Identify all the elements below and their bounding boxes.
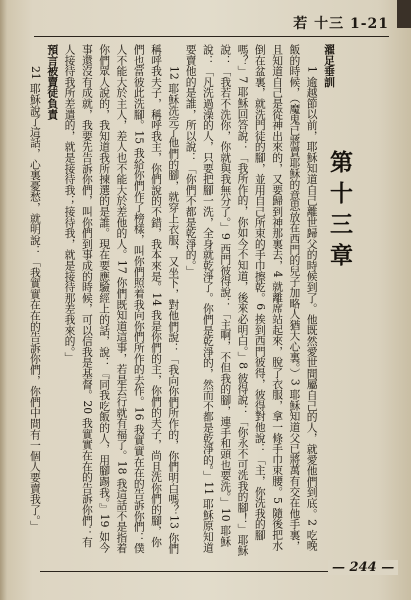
header-rule [34,36,389,37]
section-title-foot-washing: 濯足垂訓 [323,44,336,88]
running-header: 若 十三 1-21 [293,16,389,32]
section-text-foot-washing: 1 逾越節以前，耶穌知道自己離世歸父的時候到了。他既然愛世間屬自己的人，就愛他們到底。2 吃晚飯的時候，（魔鬼已將賣耶穌的意思放在西門的兒子加略人猶大心裏。）3 耶穌知道父已將萬有交在他手裏，且知道自己是從神出來的，又要歸到神那裏去，4 就離席站起來，脫了衣服，拿一條手巾束腰。5 隨後把水倒在盆裏，就洗門徒的腳，並用自己所束的手巾擦乾。6 挨到西門彼得，彼得對他說：「主，你洗我的腳嗎？」7 耶穌回答說：「我所作的，你如今不知道，後來必明白。」8 彼得說：「你永不可洗我的腳！」耶穌說：「我若不洗你，你就與我無分了。」9 西門彼得說：「主啊，不但我的腳，連手和頭也要洗。」10 耶穌說：「凡洗過澡的人，只要把腳一洗，全身就乾淨了。你們是乾淨的，然而不都是乾淨的。」11 耶穌原知道要賣他的是誰，所以說：「你們不都是乾淨的。」 [184,44,319,557]
chapter-heading: 第十三章 [326,150,353,274]
section-text-example: 12 耶穌洗完了他們的腳，就穿上衣服，又坐下，對他們說：「我向你們所作的，你們明白嗎？13 你們稱呼我夫子，稱呼我主，你們說的不錯，我本來是。14 我是你們的主，你們的夫子，尚且洗你們的腳，你們也當彼此洗腳。15 我給你們作了榜樣，叫你們照着我向你們所作的去作。16 我實實在在的告訴你們：僕人不能大於主人，差人也不能大於差他的人。17 你們既知道這事，若是去行就有福了。18 我這話不是指着你們眾人說的，我知道我所揀選的是誰。現在要應驗經上的話，說：『同我吃飯的人，用腳踢我。』19 如今事還沒有成就，我要先告訴你們，叫你們到事成的時候，可以信我是基督。20 我實實在在的告訴你們：有人接待我所差遣的，就是接待我；接待我，就是接待那差我來的。」 [63,44,181,554]
page-number: — 244 — [328,560,398,575]
edge-tab-mark [397,0,411,28]
section-title-betrayal: 預言被賣徒負責 [46,44,60,120]
body-text [28,44,338,557]
page-gutter-shadow [0,0,7,600]
section-text-betrayal: 21 耶穌說了這話，心裏憂愁，就明說：「我實實在在的告訴你們，你們中間有一個人要賣我了。」 [28,65,42,531]
